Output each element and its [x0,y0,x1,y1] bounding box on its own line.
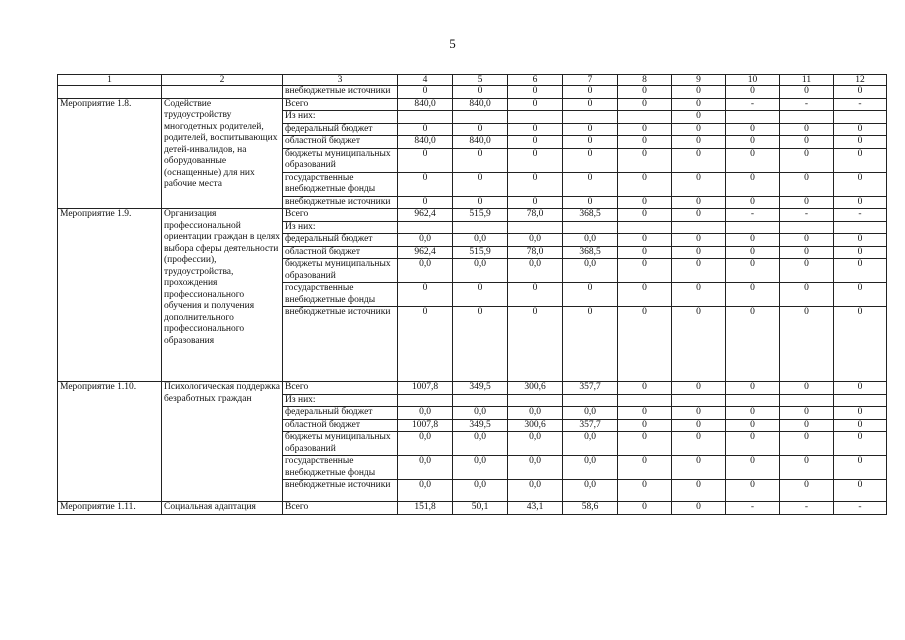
value-cell: 0 [834,172,887,196]
value-cell: 0 [834,136,887,149]
value-cell: - [834,502,887,515]
value-cell [398,111,453,124]
value-cell: 0 [834,407,887,420]
value-cell [453,394,508,407]
value-cell: - [834,209,887,222]
value-cell [834,221,887,234]
value-cell [780,221,834,234]
value-cell: 0 [508,98,563,111]
value-cell: 0 [453,86,508,99]
value-cell: 0 [672,407,726,420]
event-description: Психологическая поддержка безработных граждан [162,382,283,502]
event-name: Мероприятие 1.11. [58,502,162,515]
value-cell: 0,0 [563,259,618,283]
value-cell: 0 [726,148,780,172]
value-cell: 0 [672,456,726,480]
value-cell: 0,0 [563,432,618,456]
value-cell: 0 [726,382,780,395]
value-cell: 0,0 [398,432,453,456]
value-cell: - [726,209,780,222]
value-cell: - [726,502,780,515]
value-cell: 0,0 [398,259,453,283]
value-cell [508,394,563,407]
source-label: государственные внебюджетные фонды [283,283,398,307]
source-label: областной бюджет [283,419,398,432]
table-row [58,98,887,111]
value-cell: 962,4 [398,209,453,222]
value-cell: 0 [618,123,672,136]
table-row [58,502,887,515]
source-label: государственные внебюджетные фонды [283,172,398,196]
value-cell: 0 [780,136,834,149]
value-cell: 0 [563,136,618,149]
value-cell: 0 [726,86,780,99]
value-cell: 0 [672,136,726,149]
value-cell: 0 [780,172,834,196]
value-cell: 840,0 [453,98,508,111]
event-description: Социальная адаптация [162,502,283,515]
value-cell: 50,1 [453,502,508,515]
value-cell: 0 [726,307,780,382]
source-label: внебюджетные источники [283,480,398,502]
value-cell: 0 [780,259,834,283]
column-header: 11 [780,75,834,86]
value-cell: 0 [726,172,780,196]
value-cell: 840,0 [398,98,453,111]
source-label: федеральный бюджет [283,123,398,136]
value-cell: 0 [726,246,780,259]
column-header: 7 [563,75,618,86]
value-cell: 0 [672,196,726,209]
value-cell: 0 [563,86,618,99]
value-cell: 0 [672,382,726,395]
source-label: Всего [283,382,398,395]
event-description: Содействие трудоустройству многодетных родителей, родителей, воспитывающих детей-инвалидов, на оборудованные (оснащенные) для них рабочие места [162,98,283,209]
value-cell: 151,8 [398,502,453,515]
value-cell: 0 [780,196,834,209]
description-cell-empty [162,86,283,99]
value-cell [726,394,780,407]
source-label: бюджеты муниципальных образований [283,148,398,172]
value-cell: 0 [780,432,834,456]
value-cell: 0 [726,456,780,480]
value-cell: 349,5 [453,382,508,395]
event-name: Мероприятие 1.10. [58,382,162,502]
value-cell: 0 [834,307,887,382]
value-cell: 0,0 [398,480,453,502]
value-cell: 0,0 [508,432,563,456]
value-cell: 0 [453,196,508,209]
value-cell: 0 [453,307,508,382]
value-cell: 0 [508,136,563,149]
value-cell: 357,7 [563,382,618,395]
value-cell: 0,0 [453,432,508,456]
value-cell: 0,0 [563,234,618,247]
value-cell [834,111,887,124]
value-cell: 0 [834,432,887,456]
value-cell: 0 [618,246,672,259]
value-cell: 0 [726,407,780,420]
value-cell [780,111,834,124]
value-cell: 0 [726,196,780,209]
source-label: областной бюджет [283,136,398,149]
value-cell: 0 [726,480,780,502]
value-cell: 0 [780,307,834,382]
value-cell: 0 [834,86,887,99]
value-cell: 0 [726,136,780,149]
value-cell: - [780,502,834,515]
column-header: 1 [58,75,162,86]
value-cell: 349,5 [453,419,508,432]
value-cell: 0 [726,259,780,283]
value-cell: 0 [563,196,618,209]
source-label: федеральный бюджет [283,234,398,247]
value-cell: 0 [780,480,834,502]
event-name: Мероприятие 1.9. [58,209,162,382]
source-label: бюджеты муниципальных образований [283,259,398,283]
value-cell: 0 [618,382,672,395]
value-cell: 0,0 [508,407,563,420]
value-cell: 0 [780,234,834,247]
value-cell: 0 [780,407,834,420]
value-cell: 300,6 [508,382,563,395]
value-cell: 0,0 [453,407,508,420]
source-label: Из них: [283,111,398,124]
value-cell [398,394,453,407]
source-label: Всего [283,209,398,222]
value-cell: 0 [398,148,453,172]
value-cell: 0 [672,209,726,222]
value-cell: 0,0 [563,456,618,480]
value-cell: 0,0 [453,259,508,283]
value-cell [453,111,508,124]
value-cell: 0 [563,98,618,111]
value-cell: 0,0 [398,456,453,480]
column-header: 8 [618,75,672,86]
value-cell: 0 [618,136,672,149]
value-cell: 0 [563,283,618,307]
source-label: внебюджетные источники [283,196,398,209]
value-cell: 1007,8 [398,382,453,395]
source-label: Всего [283,502,398,515]
value-cell: 0 [508,307,563,382]
value-cell [453,221,508,234]
value-cell [398,221,453,234]
value-cell: 0 [834,259,887,283]
value-cell: 0 [398,123,453,136]
value-cell: 0 [618,283,672,307]
value-cell [563,221,618,234]
value-cell: 0 [672,172,726,196]
event-description: Организация профессиональной ориентации граждан в целях выбора сферы деятельности (профессии), трудоустройства, прохождения профессионального обучения и получения дополнительного профессионального образования [162,209,283,382]
value-cell: 0,0 [508,456,563,480]
value-cell: 515,9 [453,246,508,259]
value-cell: 0 [618,196,672,209]
value-cell: 0 [672,246,726,259]
value-cell: 0,0 [453,480,508,502]
value-cell: 0 [672,307,726,382]
value-cell: 0,0 [508,480,563,502]
value-cell: 0 [453,148,508,172]
value-cell: 43,1 [508,502,563,515]
value-cell: 368,5 [563,209,618,222]
value-cell: 0,0 [508,259,563,283]
value-cell: 0 [834,123,887,136]
value-cell: 0 [672,259,726,283]
value-cell: 0 [618,502,672,515]
value-cell: 0 [508,148,563,172]
table-body [58,86,887,515]
value-cell: 0 [618,172,672,196]
value-cell: 0,0 [563,480,618,502]
value-cell [563,111,618,124]
source-label: Всего [283,98,398,111]
value-cell: 0 [834,283,887,307]
source-label: бюджеты муниципальных образований [283,432,398,456]
value-cell: 0 [508,283,563,307]
value-cell: 0 [834,382,887,395]
value-cell: 0 [508,196,563,209]
value-cell: 0 [672,123,726,136]
value-cell: 0 [834,480,887,502]
value-cell: 0 [672,502,726,515]
value-cell [726,221,780,234]
source-label: областной бюджет [283,246,398,259]
value-cell: 0 [618,209,672,222]
value-cell: 0 [618,307,672,382]
value-cell: 0 [834,246,887,259]
value-cell: - [726,98,780,111]
value-cell: 0 [780,86,834,99]
value-cell: 840,0 [398,136,453,149]
value-cell [508,111,563,124]
source-label: внебюджетные источники [283,86,398,99]
value-cell: 0 [618,480,672,502]
value-cell [780,394,834,407]
value-cell: 0 [398,283,453,307]
value-cell: 0 [780,283,834,307]
column-number-row [58,75,887,86]
value-cell: 0 [563,123,618,136]
value-cell [672,394,726,407]
value-cell: 0 [618,407,672,420]
value-cell: 78,0 [508,209,563,222]
value-cell: 300,6 [508,419,563,432]
value-cell: 0,0 [453,234,508,247]
value-cell: 0 [834,456,887,480]
table-row [58,86,887,99]
value-cell: 0 [618,432,672,456]
value-cell: 0 [726,432,780,456]
value-cell: 0 [453,123,508,136]
budget-table [57,74,887,515]
value-cell: 0 [508,123,563,136]
value-cell: 0 [672,432,726,456]
value-cell: - [780,98,834,111]
value-cell [672,221,726,234]
value-cell: 0 [618,259,672,283]
column-header: 6 [508,75,563,86]
value-cell: 0,0 [508,234,563,247]
value-cell [726,111,780,124]
value-cell: 0 [672,234,726,247]
value-cell: 0 [780,456,834,480]
column-header: 4 [398,75,453,86]
value-cell: 0 [780,246,834,259]
value-cell [834,394,887,407]
value-cell [563,394,618,407]
event-name: Мероприятие 1.8. [58,98,162,209]
column-header: 3 [283,75,398,86]
value-cell: 962,4 [398,246,453,259]
column-header: 9 [672,75,726,86]
value-cell: 357,7 [563,419,618,432]
value-cell: 0 [453,172,508,196]
column-header: 10 [726,75,780,86]
source-label: Из них: [283,394,398,407]
source-label: государственные внебюджетные фонды [283,456,398,480]
value-cell: 0 [834,419,887,432]
source-label: внебюджетные источники [283,307,398,382]
value-cell: 0 [726,419,780,432]
value-cell: 0 [618,456,672,480]
value-cell: 0 [834,148,887,172]
value-cell: 0 [834,234,887,247]
page-number: 5 [449,36,456,51]
value-cell [618,111,672,124]
value-cell: 0 [672,148,726,172]
value-cell: 0 [398,172,453,196]
value-cell: 0 [453,283,508,307]
value-cell: 0 [672,419,726,432]
column-header: 2 [162,75,283,86]
value-cell: 0 [726,283,780,307]
column-header: 12 [834,75,887,86]
value-cell: 0,0 [453,456,508,480]
value-cell [618,221,672,234]
value-cell: - [834,98,887,111]
value-cell: 0 [780,419,834,432]
value-cell [508,221,563,234]
value-cell: 58,6 [563,502,618,515]
value-cell: 0,0 [398,407,453,420]
value-cell: 0 [563,307,618,382]
source-label: федеральный бюджет [283,407,398,420]
value-cell: 0 [618,234,672,247]
source-label: Из них: [283,221,398,234]
value-cell: 0 [508,86,563,99]
value-cell: 78,0 [508,246,563,259]
value-cell: 0,0 [563,407,618,420]
value-cell: 0,0 [398,234,453,247]
value-cell: 0 [672,111,726,124]
value-cell: 0 [780,382,834,395]
value-cell: 840,0 [453,136,508,149]
value-cell: - [780,209,834,222]
value-cell: 0 [672,98,726,111]
value-cell: 0 [618,86,672,99]
value-cell: 0 [398,86,453,99]
value-cell: 0 [672,283,726,307]
column-header: 5 [453,75,508,86]
value-cell: 0 [563,148,618,172]
value-cell: 0 [834,196,887,209]
table-row [58,209,887,222]
value-cell: 0 [398,307,453,382]
value-cell: 0 [726,234,780,247]
value-cell: 0 [618,419,672,432]
value-cell: 0 [672,480,726,502]
value-cell: 0 [563,172,618,196]
value-cell: 0 [618,98,672,111]
value-cell: 515,9 [453,209,508,222]
value-cell: 0 [398,196,453,209]
value-cell: 0 [726,123,780,136]
value-cell: 0 [508,172,563,196]
value-cell: 0 [672,86,726,99]
value-cell: 368,5 [563,246,618,259]
value-cell: 0 [780,148,834,172]
event-cell-empty [58,86,162,99]
value-cell: 0 [780,123,834,136]
table-row [58,382,887,395]
value-cell: 0 [618,148,672,172]
value-cell [618,394,672,407]
value-cell: 1007,8 [398,419,453,432]
